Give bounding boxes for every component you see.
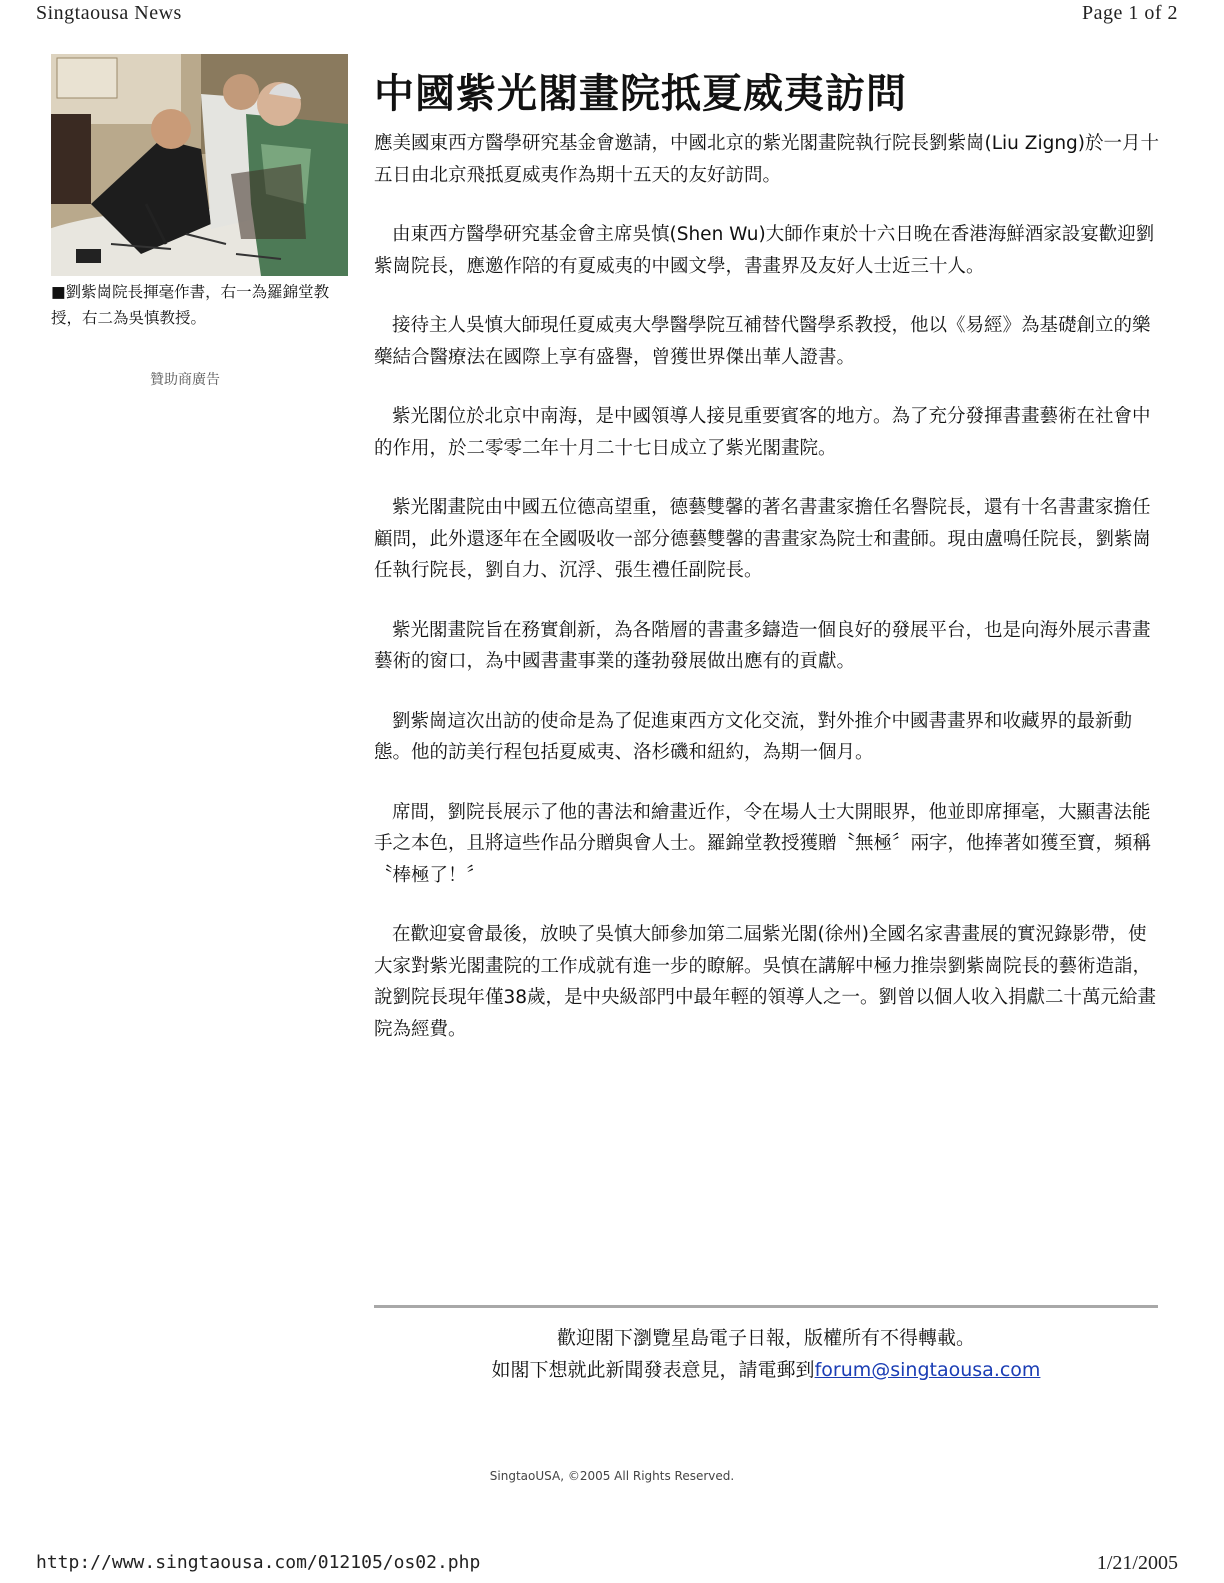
article-paragraph: 劉紫崗這次出訪的使命是為了促進東西方文化交流，對外推介中國書畫界和收藏界的最新動態。他的訪美行程包括夏威夷、洛杉磯和紐約，為期一個月。 <box>374 710 1133 763</box>
news-photo-image <box>51 54 348 276</box>
print-header-source: Singtaousa News <box>36 2 182 24</box>
sponsor-ad-label: 贊助商廣告 <box>150 372 220 388</box>
article-title: 中國紫光閣畫院抵夏威夷訪問 <box>374 71 907 117</box>
article-paragraph: 紫光閣畫院旨在務實創新，為各階層的書畫多鑄造一個良好的發展平台，也是向海外展示書畫藝術的窗口，為中國書畫事業的蓬勃發展做出應有的貢獻。 <box>374 619 1151 672</box>
news-photo <box>51 54 348 276</box>
print-footer-date: 1/21/2005 <box>1096 1552 1178 1574</box>
article-paragraph: 紫光閣位於北京中南海，是中國領導人接見重要賓客的地方。為了充分發揮書畫藝術在社會中的作用，於二零零二年十月二十七日成立了紫光閣畫院。 <box>374 406 1151 459</box>
article-paragraph: 接待主人吳慎大師現任夏威夷大學醫學院互補替代醫學系教授，他以《易經》為基礎創立的樂藥結合醫療法在國際上享有盛譽，曾獲世界傑出華人證書。 <box>374 315 1151 368</box>
section-divider <box>374 1305 1158 1308</box>
notice-line-1: 歡迎閣下瀏覽星島電子日報，版權所有不得轉載。 <box>556 1327 975 1349</box>
article-paragraph: 紫光閣畫院由中國五位德高望重，德藝雙馨的著名書畫家擔任名譽院長，還有十名書畫家擔任顧問，此外還逐年在全國吸收一部分德藝雙馨的書畫家為院士和畫師。現由盧鳴任院長，劉紫崗任執行院長，劉自力、沉浮、張生禮任副院長。 <box>374 497 1152 581</box>
photo-caption: ■劉紫崗院長揮毫作書，右一為羅錦堂教授，右二為吳慎教授。 <box>51 283 330 327</box>
copyright-notice <box>374 1322 1158 1386</box>
article-paragraph: 應美國東西方醫學研究基金會邀請，中國北京的紫光閣畫院執行院長劉紫崗(Liu Zigng)於一月十五日由北京飛抵夏威夷作為期十五天的友好訪問。 <box>374 133 1160 186</box>
notice-line-2 <box>374 1354 1158 1386</box>
notice-line-2-text: 如閣下想就此新聞發表意見，請電郵到 <box>491 1359 815 1381</box>
article-body <box>374 128 1160 1073</box>
forum-email-link[interactable]: forum@singtaousa.com <box>814 1359 1041 1381</box>
copyright-line: SingtaoUSA, ©2005 All Rights Reserved. <box>489 1469 735 1483</box>
article-paragraph: 在歡迎宴會最後，放映了吳慎大師參加第二屆紫光閣(徐州)全國名家書畫展的實況錄影帶，使大家對紫光閣畫院的工作成就有進一步的瞭解。吳慎在講解中極力推崇劉紫崗院長的藝術造詣，說劉院長現年僅38歲，是中央級部門中最年輕的領導人之一。劉曾以個人收入捐獻二十萬元給畫院為經費。 <box>374 924 1157 1040</box>
print-footer-url: http://www.singtaousa.com/012105/os02.php <box>36 1552 481 1573</box>
article-paragraph: 席間，劉院長展示了他的書法和繪畫近作，令在場人士大開眼界，他並即席揮毫，大顯書法能手之本色，且將這些作品分贈與會人士。羅錦堂教授獲贈〝無極〞兩字，他捧著如獲至寶，頻稱〝棒極了！〞 <box>374 801 1152 886</box>
print-header-page-number: Page 1 of 2 <box>1081 2 1178 24</box>
article-paragraph: 由東西方醫學研究基金會主席吳慎(Shen Wu)大師作東於十六日晚在香港海鮮酒家設宴歡迎劉紫崗院長，應邀作陪的有夏威夷的中國文學，書畫界及友好人士近三十人。 <box>374 224 1155 277</box>
